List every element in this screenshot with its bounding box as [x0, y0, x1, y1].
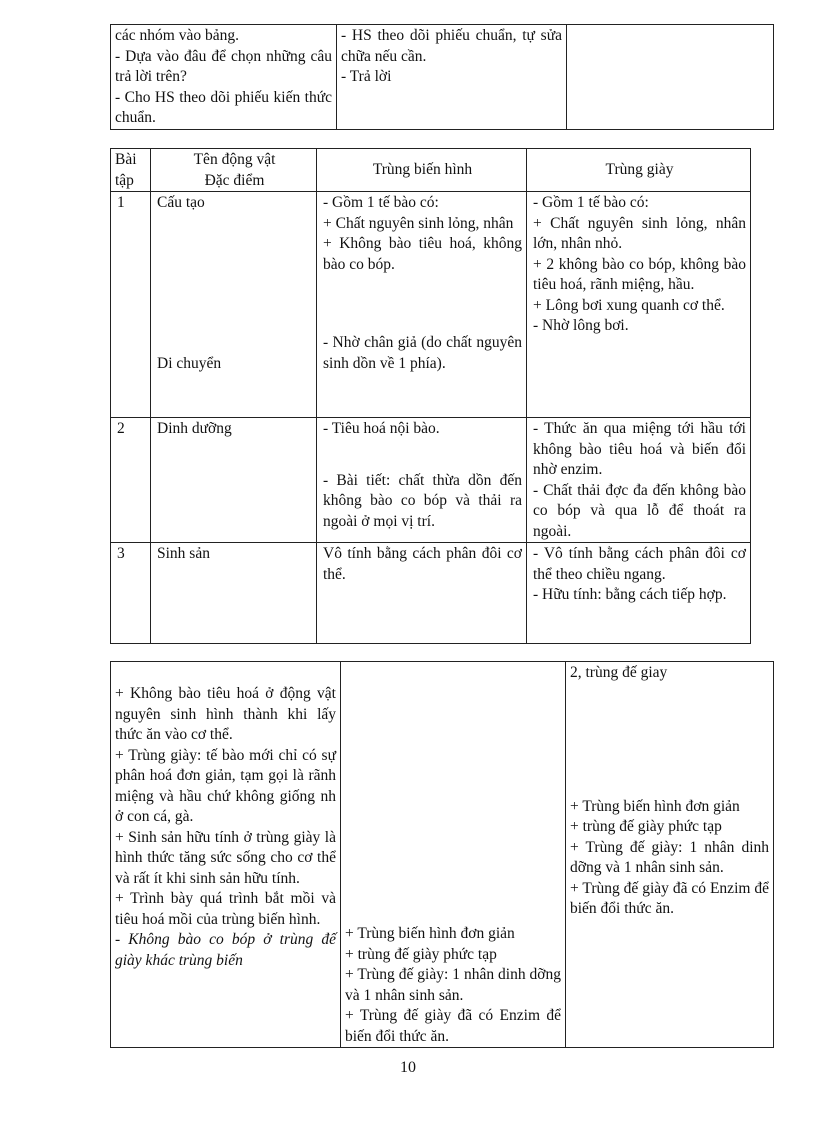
text-line: - Hữu tính: bằng cách tiếp hợp.: [533, 586, 727, 603]
text-line: + Trình bày quá trình bắt mồi và tiêu hoá mồi của trùng biến hình.: [115, 890, 336, 928]
text-line: + Chất nguyên sinh lỏng, nhân lớn, nhân nhỏ.: [533, 214, 746, 252]
text-line: + Không bào tiêu hoá ở động vật nguyên sinh hình thành khi lấy thức ăn vào cơ thể.: [115, 685, 336, 743]
header-exercise: Bài tập: [111, 149, 151, 192]
notes-middle-cell: [341, 662, 566, 1048]
text-line: - Trả lời: [341, 68, 392, 85]
header-paramecium: Trùng giày: [527, 149, 751, 192]
text-line: + Chất nguyên sinh lỏng, nhân: [323, 214, 514, 232]
text-line: + Sinh sản hữu tính ở trùng giày là hình thức tăng sức sống cho cơ thể và rất ít khi sinh sản hữu tính.: [115, 828, 336, 887]
notes-right-cell: [566, 662, 774, 1048]
text-line: - Dựa vào đâu để chọn những câu trả lời trên?: [115, 47, 332, 85]
header-feature-bottom: Đặc điểm: [204, 171, 265, 189]
row-label: Dinh dưỡng: [151, 418, 317, 543]
notes-cell: [567, 25, 774, 130]
header-feature: [151, 149, 317, 192]
header-feature-top: Tên động vật: [193, 151, 276, 168]
notes-left-cell: [111, 662, 341, 1048]
text-line: - Nhờ chân giả (do chất nguyên sinh dồn về 1 phía).: [323, 334, 522, 372]
text-line: + Trùng đế giày: 1 nhân dinh dỡng và 1 nhân sinh sản.: [570, 838, 769, 876]
table-row: [111, 543, 751, 644]
text-line: + Trùng đế giày đã có Enzim để biến đổi thức ăn.: [345, 1007, 561, 1045]
text-line: - Gồm 1 tế bào có:: [533, 194, 649, 211]
paramecium-cell: [527, 192, 751, 418]
text-line: - Chất thải đợc đa đến không bào co bóp và qua lỗ để thoát ra ngoài.: [533, 481, 746, 540]
text-line: - Tiêu hoá nội bào.: [323, 420, 440, 437]
text-line: + trùng đế giày phức tạp: [570, 818, 722, 835]
table-row: [111, 192, 751, 418]
row-label: Cấu tạo: [157, 194, 205, 211]
row-number: 1: [111, 192, 151, 418]
text-line: + Trùng đế giày đã có Enzim để biến đổi thức ăn.: [570, 879, 769, 917]
text-line: Vô tính bằng cách phân đôi cơ thể.: [323, 545, 522, 583]
table-header-row: [111, 149, 751, 192]
row-number: 2: [111, 418, 151, 543]
paramecium-cell: [527, 543, 751, 644]
table-row: [111, 662, 774, 1048]
amoeba-cell: [317, 192, 527, 418]
text-line: + trùng đế giày phức tạp: [345, 945, 497, 963]
text-line: - Vô tính bằng cách phân đôi cơ thể theo chiều ngang.: [533, 545, 746, 583]
text-line: - Thức ăn qua miệng tới hầu tới không bào tiêu hoá và biến đổi nhờ enzim.: [533, 420, 746, 478]
amoeba-cell: [317, 418, 527, 543]
text-line: - Cho HS theo dõi phiếu kiến thức chuẩn.: [115, 88, 332, 126]
paramecium-cell: [527, 418, 751, 543]
table-comparison: [110, 148, 751, 644]
text-line: + Trùng biến hình đơn giản: [345, 925, 515, 942]
header-amoeba: Trùng biến hình: [317, 149, 527, 192]
amoeba-cell: [317, 543, 527, 644]
text-line: + Không bào tiêu hoá, không bào co bóp.: [323, 235, 522, 273]
row-label: Di chuyển: [157, 354, 222, 372]
text-line: + 2 không bào co bóp, không bào tiêu hoá, rãnh miệng, hầu.: [533, 255, 746, 293]
student-activity-cell: [337, 25, 567, 130]
row-number: 3: [111, 543, 151, 644]
text-line: + Trùng biến hình đơn giản: [570, 797, 740, 815]
text-line: - Gồm 1 tế bào có:: [323, 194, 439, 211]
row-label-cell: [151, 192, 317, 418]
table-row: [111, 25, 774, 130]
text-line: + Trùng giày: tế bào mới chỉ có sự phân hoá đơn giản, tạm gọi là rãnh miệng và hầu chứ không giống nh ở con cá, gà.: [115, 746, 336, 825]
cell-heading: 2, trùng đế giay: [570, 664, 668, 681]
text-line-italic: - Không bào co bóp ở trùng đế giày khác trùng biến: [115, 931, 336, 969]
text-line: - Nhờ lông bơi.: [533, 317, 629, 334]
text-line: - Bài tiết: chất thừa dồn đến không bào co bóp và thải ra ngoài ở mọi vị trí.: [323, 471, 522, 530]
row-label: Sinh sản: [151, 543, 317, 644]
text-line: - HS theo dõi phiếu chuẩn, tự sửa chữa nếu cần.: [341, 27, 562, 65]
table-row: [111, 418, 751, 543]
table-activity-notes: [110, 661, 774, 1048]
teacher-activity-cell: [111, 25, 337, 130]
text-line: các nhóm vào bảng.: [115, 27, 239, 44]
table-activity-continuation: [110, 24, 774, 130]
text-line: + Trùng đế giày: 1 nhân dinh dỡng và 1 nhân sinh sản.: [345, 966, 561, 1004]
page-number: 10: [400, 1059, 416, 1076]
text-line: + Lông bơi xung quanh cơ thể.: [533, 296, 725, 314]
